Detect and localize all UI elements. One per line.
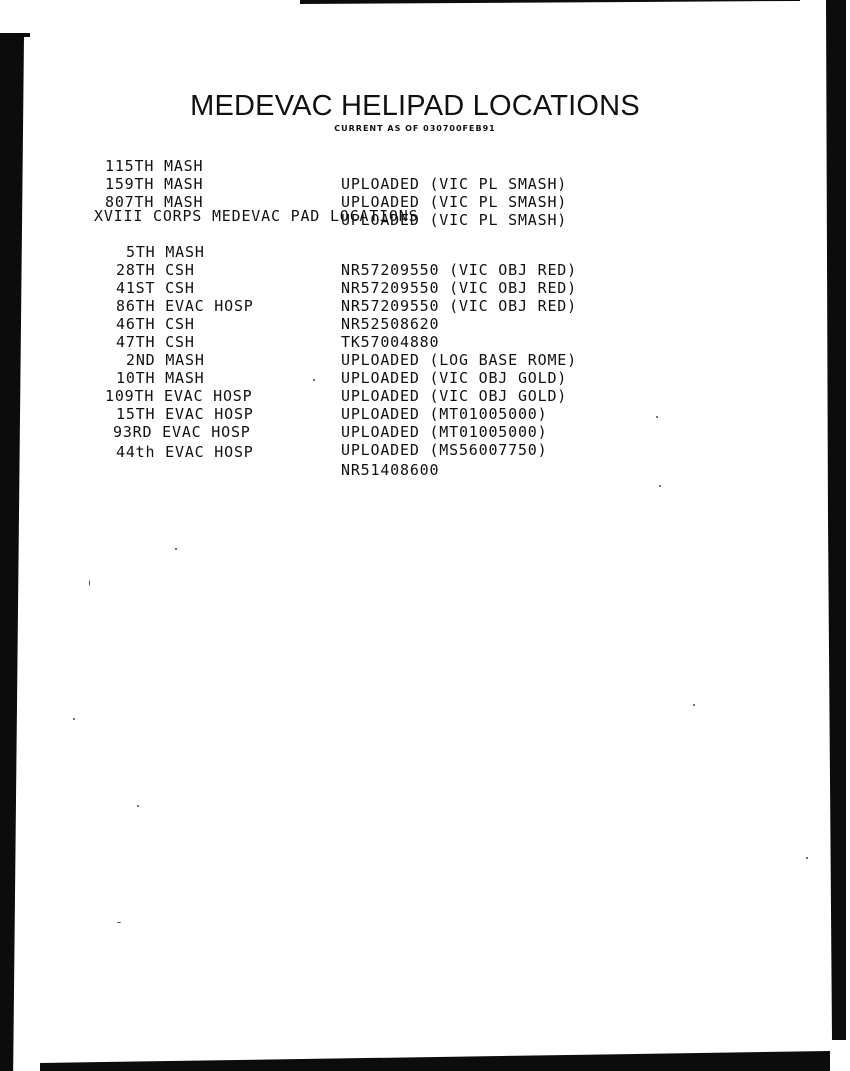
scan-left-edge: [0, 36, 24, 1071]
unit-name: 5TH MASH: [126, 243, 205, 261]
scan-speck: [117, 922, 121, 923]
scan-speck: [73, 718, 75, 720]
unit-name: 86TH EVAC HOSP: [116, 297, 254, 315]
scan-top-margin: [0, 0, 850, 34]
unit-location: NR57209550 (VIC OBJ RED): [341, 261, 577, 279]
section-heading: XVIII CORPS MEDEVAC PAD LOCATIONS: [94, 207, 419, 225]
unit-location: NR57209550 (VIC OBJ RED): [341, 297, 577, 315]
unit-location: NR57209550 (VIC OBJ RED): [341, 279, 577, 297]
unit-location: NR52508620: [341, 315, 440, 333]
unit-location: UPLOADED (VIC PL SMASH): [341, 193, 568, 211]
unit-name: 44th EVAC HOSP: [116, 443, 254, 461]
unit-name: 93RD EVAC HOSP: [113, 423, 251, 441]
scan-speck: [659, 485, 661, 487]
scan-speck: [89, 580, 90, 586]
unit-location: UPLOADED (LOG BASE ROME): [341, 351, 577, 369]
document-subtitle: CURRENT AS OF 030700FEB91: [334, 124, 496, 133]
unit-name: 47TH CSH: [116, 333, 195, 351]
unit-location: UPLOADED (VIC PL SMASH): [341, 211, 568, 229]
unit-name: 109TH EVAC HOSP: [105, 387, 253, 405]
unit-location: UPLOADED (MT01005000): [341, 423, 548, 441]
scan-speck: [806, 857, 808, 859]
unit-location: TK57004880: [341, 333, 440, 351]
scan-right-edge: [826, 0, 846, 1040]
unit-location: UPLOADED (VIC OBJ GOLD): [341, 387, 568, 405]
unit-location: NR51408600: [341, 461, 440, 479]
scan-speck: [693, 704, 695, 706]
document-page: [24, 36, 824, 1048]
unit-name: 159TH MASH: [105, 175, 204, 193]
unit-location: UPLOADED (MT01005000): [341, 405, 548, 423]
document-title: MEDEVAC HELIPAD LOCATIONS: [190, 90, 640, 122]
scan-bottom-edge: [40, 1051, 830, 1071]
unit-name: 41ST CSH: [116, 279, 195, 297]
unit-name: 15TH EVAC HOSP: [116, 405, 254, 423]
scan-speck: [175, 548, 177, 550]
unit-location: UPLOADED (VIC PL SMASH): [341, 175, 568, 193]
unit-name: 115TH MASH: [105, 157, 204, 175]
unit-name: 46TH CSH: [116, 315, 195, 333]
unit-name: 807TH MASH: [105, 193, 204, 211]
unit-location: UPLOADED (MS56007750): [341, 441, 548, 459]
unit-name: 28TH CSH: [116, 261, 195, 279]
scan-speck: [137, 805, 139, 807]
unit-location: UPLOADED (VIC OBJ GOLD): [341, 369, 568, 387]
unit-name: 2ND MASH: [126, 351, 205, 369]
unit-name: 10TH MASH: [116, 369, 205, 387]
scan-speck: [313, 379, 315, 381]
scan-speck: [656, 416, 658, 418]
